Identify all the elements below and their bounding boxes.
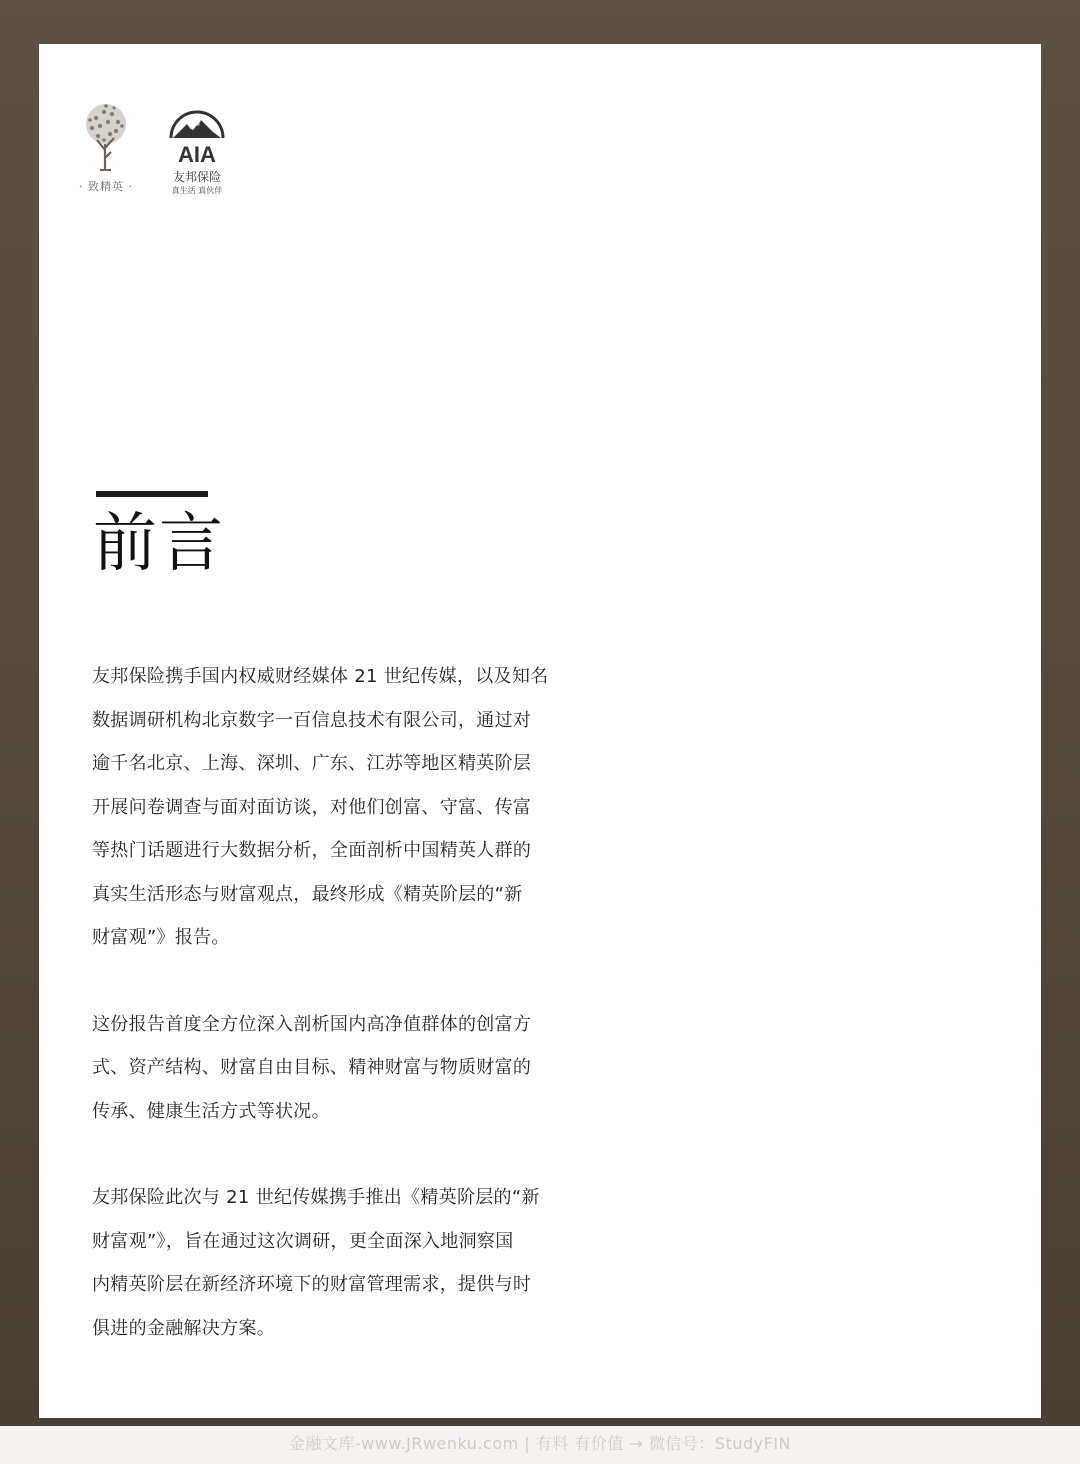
watermark-footer: 金融文库-www.JRwenku.com | 有料 有价值 → 微信号：StudyFIN: [288, 1434, 792, 1453]
mountain-icon: [165, 104, 229, 166]
tree-icon: [78, 100, 134, 174]
elite-logo: [76, 100, 136, 194]
page-title: 前言: [93, 507, 225, 581]
title-rule: [96, 491, 208, 497]
paragraph-1: [92, 655, 552, 960]
text-line: 友邦保险携手国内权威财经媒体 21 世纪传媒，以及知名: [92, 666, 549, 687]
text-line: 等热门话题进行大数据分析，全面剖析中国精英人群的: [92, 840, 532, 861]
text-line: 这份报告首度全方位深入剖析国内高净值群体的创富方: [92, 1013, 532, 1035]
text-line: 俱进的金融解决方案。: [92, 1317, 275, 1339]
paragraph-2: [92, 1003, 552, 1134]
text-line: 传承、健康生活方式等状况。: [92, 1100, 330, 1122]
aia-name: 友邦保险: [172, 170, 221, 184]
text-line: 逾千名北京、上海、深圳、广东、江苏等地区精英阶层: [92, 753, 532, 774]
text-line: 数据调研机构北京数字一百信息技术有限公司，通过对: [92, 709, 532, 731]
body-text: [92, 655, 552, 1393]
text-line: 财富观”》，旨在通过这次调研，更全面深入地洞察国: [92, 1230, 514, 1252]
text-line: 真实生活形态与财富观点，最终形成《精英阶层的“新: [92, 883, 523, 905]
text-line: 式、资产结构、财富自由目标、精神财富与物质财富的: [92, 1057, 532, 1078]
paragraph-3: [92, 1176, 552, 1350]
elite-logo-text: · 致精英 ·: [79, 180, 133, 193]
aia-mark: AIA: [178, 142, 216, 166]
text-line: 内精英阶层在新经济环境下的财富管理需求，提供与时: [92, 1274, 532, 1295]
aia-logo: [162, 104, 232, 196]
text-line: 开展问卷调查与面对面访谈，对他们创富、守富、传富: [92, 796, 532, 818]
text-line: 财富观”》报告。: [92, 927, 230, 948]
text-line: 友邦保险此次与 21 世纪传媒携手推出《精英阶层的“新: [92, 1187, 540, 1208]
aia-slogan: 真生活 真伙伴: [171, 186, 223, 195]
